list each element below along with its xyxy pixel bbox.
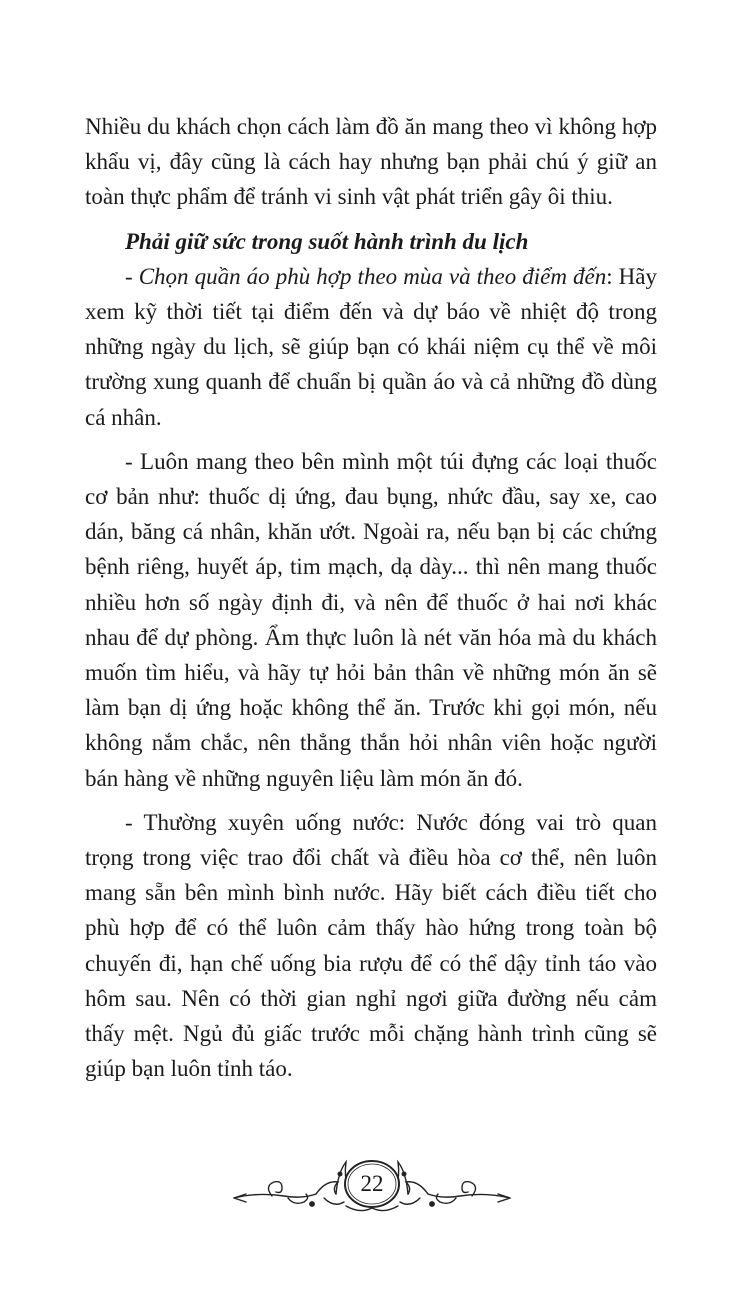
clothing-phrase: Chọn quần áo phù hợp theo mùa và theo điểm đến xyxy=(138,263,607,289)
paragraph-medicine: - Luôn mang theo bên mình một túi đựng các loại thuốc cơ bản như: thuốc dị ứng, đau bụng, nhức đầu, say xe, cao dán, băng cá nhân, khăn ướt. Ngoài ra, nếu bạn bị các chứng bệnh riêng, huyết áp, tim mạch, dạ dày... thì nên mang thuốc nhiều hơn số ngày định đi, và nên để thuốc ở hai nơi khác nhau để dự phòng. Ẩm thực luôn là nét văn hóa mà du khách muốn tìm hiểu, và hãy tự hỏi bản thân về những món ăn sẽ làm bạn dị ứng hoặc không thể ăn. Trước khi gọi món, nếu không nắm chắc, nên thẳng thắn hỏi nhân viên hoặc người bán hàng về những nguyên liệu làm món ăn đó. xyxy=(85,448,657,791)
page-number: 22 xyxy=(360,1171,384,1196)
bullet-dash: - xyxy=(125,263,139,289)
body-text xyxy=(85,109,657,1095)
clothing-text: : Hãy xem kỹ thời tiết tại điểm đến và dự báo về nhiệt độ trong những ngày du lịch, sẽ giúp bạn có khái niệm cụ thể về môi trường xung quanh để chuẩn bị quần áo và cả những đồ dùng cá nhân. xyxy=(85,263,657,430)
paragraph-clothing xyxy=(85,259,657,435)
paragraph-food: Nhiều du khách chọn cách làm đồ ăn mang theo vì không hợp khẩu vị, đây cũng là cách hay nhưng bạn phải chú ý giữ an toàn thực phẩm để tránh vi sinh vật phát triển gây ôi thiu. xyxy=(85,114,657,210)
paragraph-water: - Thường xuyên uống nước: Nước đóng vai trò quan trọng trong việc trao đổi chất và điều hòa cơ thể, nên luôn mang sẵn bên mình bình nước. Hãy biết cách điều tiết cho phù hợp để có thể luôn cảm thấy hào hứng trong toàn bộ chuyến đi, hạn chế uống bia rượu để có thể dậy tỉnh táo vào hôm sau. Nên có thời gian nghỉ ngơi giữa đường nếu cảm thấy mệt. Ngủ đủ giấc trước mỗi chặng hành trình cũng sẽ giúp bạn luôn tỉnh táo. xyxy=(85,809,657,1082)
section-heading: Phải giữ sức trong suốt hành trình du lịch xyxy=(125,228,529,254)
